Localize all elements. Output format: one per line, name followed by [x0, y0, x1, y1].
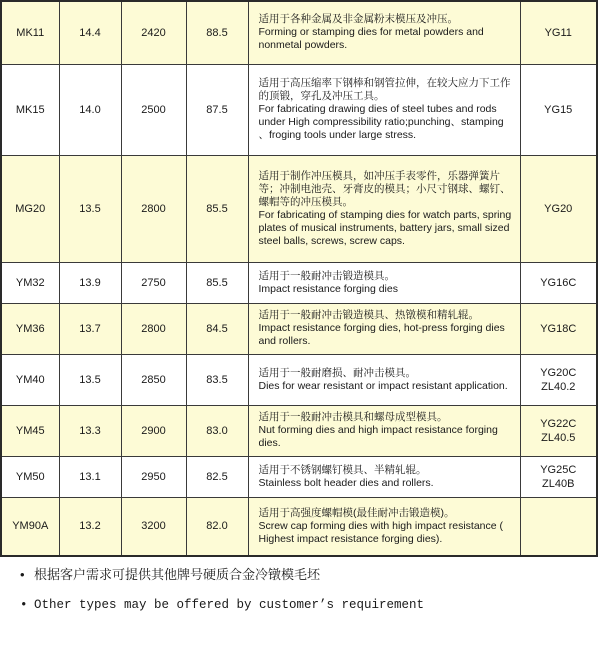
grade-cell: YM90A [1, 497, 59, 556]
equivalent-grade-cell [520, 155, 597, 262]
equivalent-grade: YG22C [540, 417, 577, 430]
application-zh: 适用于一般耐冲击锻造模具、热镦模和精轧辊。 [258, 309, 479, 321]
table-row [1, 155, 597, 262]
application-zh: 适用于一般耐冲击模具和螺母成型模具。 [258, 411, 448, 423]
note-en [20, 596, 580, 614]
application-cell [248, 303, 520, 354]
application-zh: 适用于不锈钢螺钉模具、半精轧辊。 [258, 463, 427, 476]
bullet-icon: • [20, 598, 28, 612]
application-cell [248, 155, 520, 262]
equivalent-grade: YG16C [540, 276, 577, 289]
hardness-cell: 2750 [121, 262, 186, 303]
density-cell: 13.9 [59, 262, 121, 303]
application-en: For fabricating of stamping dies for watch parts, spring plates of musical instruments, battery jars, small sized steel balls, screws, screw caps. [258, 208, 512, 247]
equivalent-grade-cell [520, 354, 597, 405]
application-cell [248, 497, 520, 556]
hardness-cell: 2800 [121, 155, 186, 262]
grade-cell: MK11 [1, 1, 59, 64]
density-cell: 13.7 [59, 303, 121, 354]
application-en: Forming or stamping dies for metal powders and nonmetal powders. [258, 26, 484, 52]
application-cell [248, 405, 520, 456]
density-cell: 13.2 [59, 497, 121, 556]
density-cell: 14.0 [59, 64, 121, 155]
application-zh: 适用于一般耐磨损、耐冲击模具。 [258, 366, 416, 379]
equivalent-grade-cell [520, 262, 597, 303]
application-cell [248, 262, 520, 303]
application-en: Impact resistance forging dies, hot-press forging dies and rollers. [258, 322, 505, 347]
strength-cell: 85.5 [186, 155, 248, 262]
equivalent-grade-cell [520, 1, 597, 64]
note-zh [20, 566, 580, 584]
application-cell [248, 354, 520, 405]
strength-cell: 83.5 [186, 354, 248, 405]
application-cell [248, 456, 520, 497]
equivalent-grade-cell [520, 303, 597, 354]
hardness-cell: 2800 [121, 303, 186, 354]
application-en: Stainless bolt header dies and rollers. [258, 476, 434, 489]
table-row [1, 497, 597, 556]
strength-cell: 85.5 [186, 262, 248, 303]
application-zh: 适用于各种金属及非金属粉末模压及冲压。 [258, 13, 458, 26]
application-zh: 适用于高强度螺帽模(最佳耐冲击锻造模)。 [258, 506, 455, 519]
grade-cell: MG20 [1, 155, 59, 262]
table-row [1, 64, 597, 155]
application-cell [248, 1, 520, 64]
grade-cell: YM32 [1, 262, 59, 303]
equivalent-grade-cell [520, 64, 597, 155]
strength-cell: 84.5 [186, 303, 248, 354]
table-row [1, 262, 597, 303]
equivalent-grade: YG20 [544, 202, 573, 215]
hardness-cell: 2900 [121, 405, 186, 456]
table-row [1, 456, 597, 497]
equivalent-grade-cell [520, 456, 597, 497]
application-cell [248, 64, 520, 155]
density-cell: 13.5 [59, 354, 121, 405]
strength-cell: 88.5 [186, 1, 248, 64]
strength-cell: 82.5 [186, 456, 248, 497]
note-en-text: Other types may be offered by customer’s requirement [34, 598, 425, 612]
hardness-cell: 3200 [121, 497, 186, 556]
equivalent-grade: YG15 [544, 103, 573, 116]
density-cell: 13.5 [59, 155, 121, 262]
grade-cell: YM45 [1, 405, 59, 456]
equivalent-grade: YG25C [540, 463, 577, 476]
hardness-cell: 2420 [121, 1, 186, 64]
notes-section [20, 566, 580, 626]
equivalent-grade: ZL40.2 [541, 380, 576, 393]
strength-cell: 87.5 [186, 64, 248, 155]
equivalent-grade-cell [520, 405, 597, 456]
application-zh: 适用于一般耐冲击锻造模具。 [258, 269, 395, 282]
grade-cell: YM40 [1, 354, 59, 405]
strength-cell: 83.0 [186, 405, 248, 456]
application-en: Impact resistance forging dies [258, 282, 398, 295]
grade-cell: YM36 [1, 303, 59, 354]
density-cell: 14.4 [59, 1, 121, 64]
hardness-cell: 2500 [121, 64, 186, 155]
grade-cell: MK15 [1, 64, 59, 155]
hardness-cell: 2850 [121, 354, 186, 405]
grade-cell: YM50 [1, 456, 59, 497]
bullet-icon: • [20, 567, 25, 582]
equivalent-grade: YG18C [540, 322, 577, 335]
table-body [1, 1, 597, 556]
table-row [1, 303, 597, 354]
application-en: Nut forming dies and high impact resistance forging dies. [258, 424, 498, 449]
application-zh: 适用于制作冲压模具，如冲压手表零件，乐器弹簧片等；冲制电池壳、牙膏皮的模具；小尺寸钢球、螺钉、螺帽等的冲压模具。 [258, 169, 511, 208]
table-row [1, 1, 597, 64]
equivalent-grade: YG11 [544, 26, 572, 39]
note-zh-text: 根据客户需求可提供其他牌号硬质合金冷镦模毛坯 [34, 567, 321, 582]
application-en: Screw cap forming dies with high impact resistance ( Highest impact resistance forging dies). [258, 519, 504, 545]
equivalent-grade: ZL40.5 [541, 431, 576, 444]
equivalent-grade: YG20C [540, 366, 577, 379]
equivalent-grade-cell [520, 497, 597, 556]
application-en: For fabricating drawing dies of steel tubes and rods under High compressibility ratio;punching、stamping 、froging tools under large stress. [258, 103, 504, 141]
application-en: Dies for wear resistant or impact resistant application. [258, 379, 508, 392]
application-zh: 适用于高压缩率下钢棒和钢管拉伸，在较大应力下工作的顶锻，穿孔及冲压工具。 [258, 77, 511, 102]
hardness-cell: 2950 [121, 456, 186, 497]
strength-cell: 82.0 [186, 497, 248, 556]
equivalent-grade: ZL40B [542, 477, 575, 490]
density-cell: 13.1 [59, 456, 121, 497]
density-cell: 13.3 [59, 405, 121, 456]
table-row [1, 405, 597, 456]
table-row [1, 354, 597, 405]
